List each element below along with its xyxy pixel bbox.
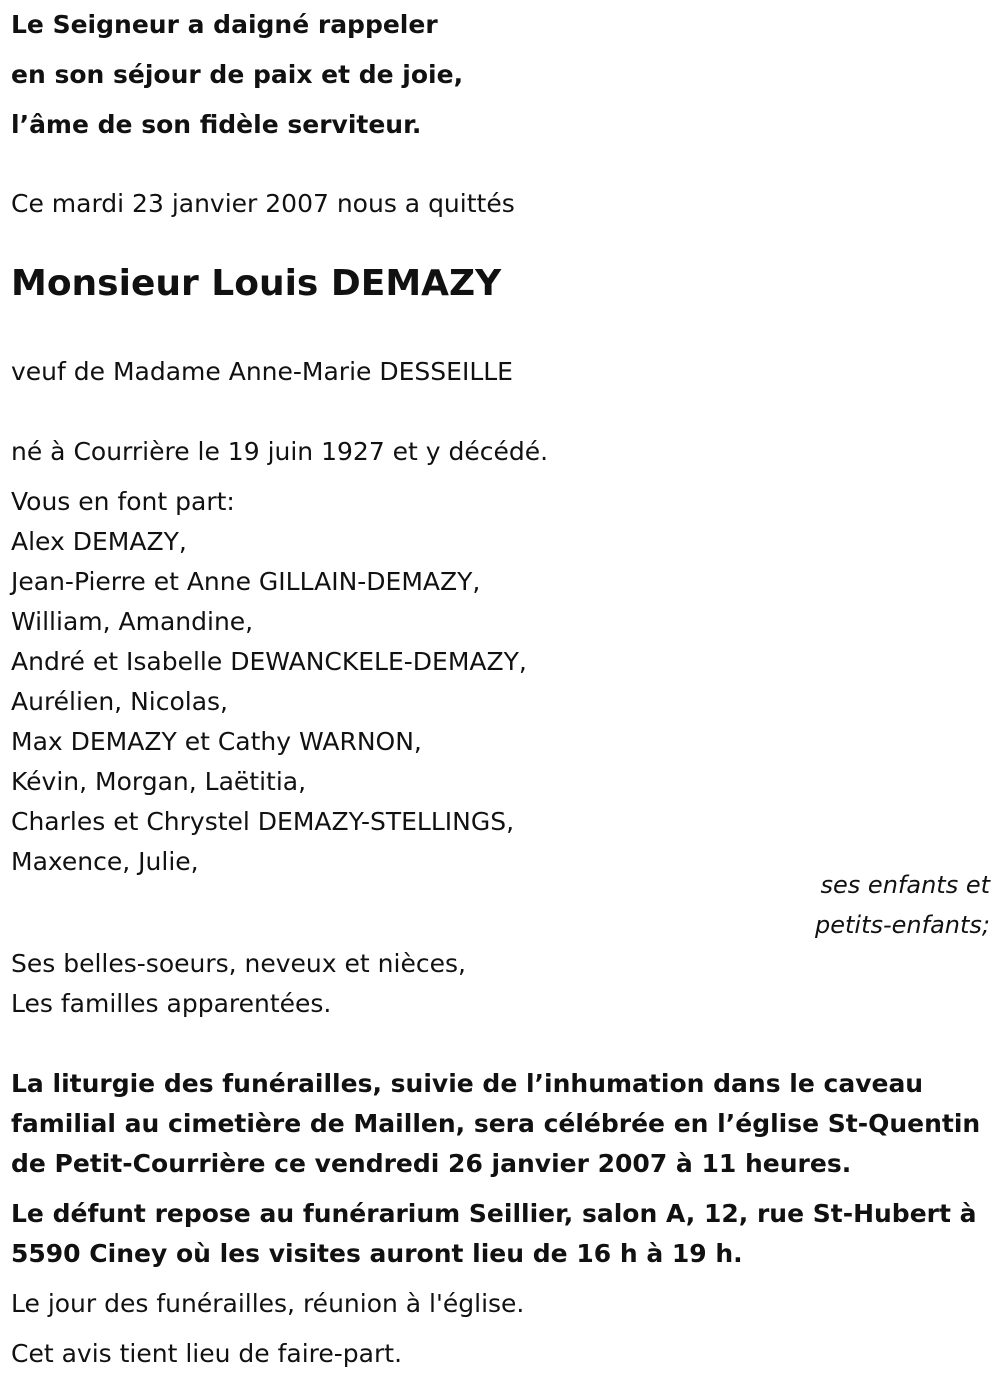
list-item: Jean-Pierre et Anne GILLAIN-DEMAZY, — [11, 567, 481, 596]
list-item: Alex DEMAZY, — [11, 527, 187, 556]
relation-line-2: petits-enfants; — [815, 911, 990, 939]
list-item: Kévin, Morgan, Laëtitia, — [11, 767, 307, 796]
opening-line-2: en son séjour de paix et de joie, — [11, 60, 464, 89]
funeral-line-2: familial au cimetière de Maillen, sera célébrée en l’église St-Quentin — [11, 1109, 981, 1138]
list-item: Max DEMAZY et Cathy WARNON, — [11, 727, 422, 756]
announcers-intro: Vous en font part: — [11, 487, 235, 516]
extended-family-line-1: Ses belles-soeurs, neveux et nièces, — [11, 949, 466, 978]
list-item: Charles et Chrystel DEMAZY-STELLINGS, — [11, 807, 515, 836]
deceased-name: Monsieur Louis DEMAZY — [11, 263, 502, 304]
visitation-line-1: Le défunt repose au funérarium Seillier, salon A, 12, rue St-Hubert à — [11, 1199, 977, 1228]
funeral-line-3: de Petit-Courrière ce vendredi 26 janvier 2007 à 11 heures. — [11, 1149, 852, 1178]
list-item: Maxence, Julie, — [11, 847, 199, 876]
announcers-list — [11, 486, 527, 886]
notice-line: Cet avis tient lieu de faire-part. — [11, 1339, 403, 1368]
opening-line-3: l’âme de son fidèle serviteur. — [11, 110, 422, 139]
funeral-line-1: La liturgie des funérailles, suivie de l’inhumation dans le caveau — [11, 1069, 924, 1098]
opening-line-1: Le Seigneur a daigné rappeler — [11, 10, 438, 39]
death-date-line: Ce mardi 23 janvier 2007 nous a quittés — [11, 189, 515, 218]
visitation-line-2: 5590 Ciney où les visites auront lieu de 16 h à 19 h. — [11, 1239, 743, 1268]
birth-line: né à Courrière le 19 juin 1927 et y décédé. — [11, 437, 549, 466]
list-item: William, Amandine, — [11, 607, 254, 636]
list-item: André et Isabelle DEWANCKELE-DEMAZY, — [11, 647, 527, 676]
gathering-line: Le jour des funérailles, réunion à l'église. — [11, 1289, 525, 1318]
list-item: Aurélien, Nicolas, — [11, 687, 228, 716]
widower-line: veuf de Madame Anne-Marie DESSEILLE — [11, 357, 513, 386]
extended-family-line-2: Les familles apparentées. — [11, 989, 332, 1018]
relation-line-1: ses enfants et — [820, 871, 990, 899]
